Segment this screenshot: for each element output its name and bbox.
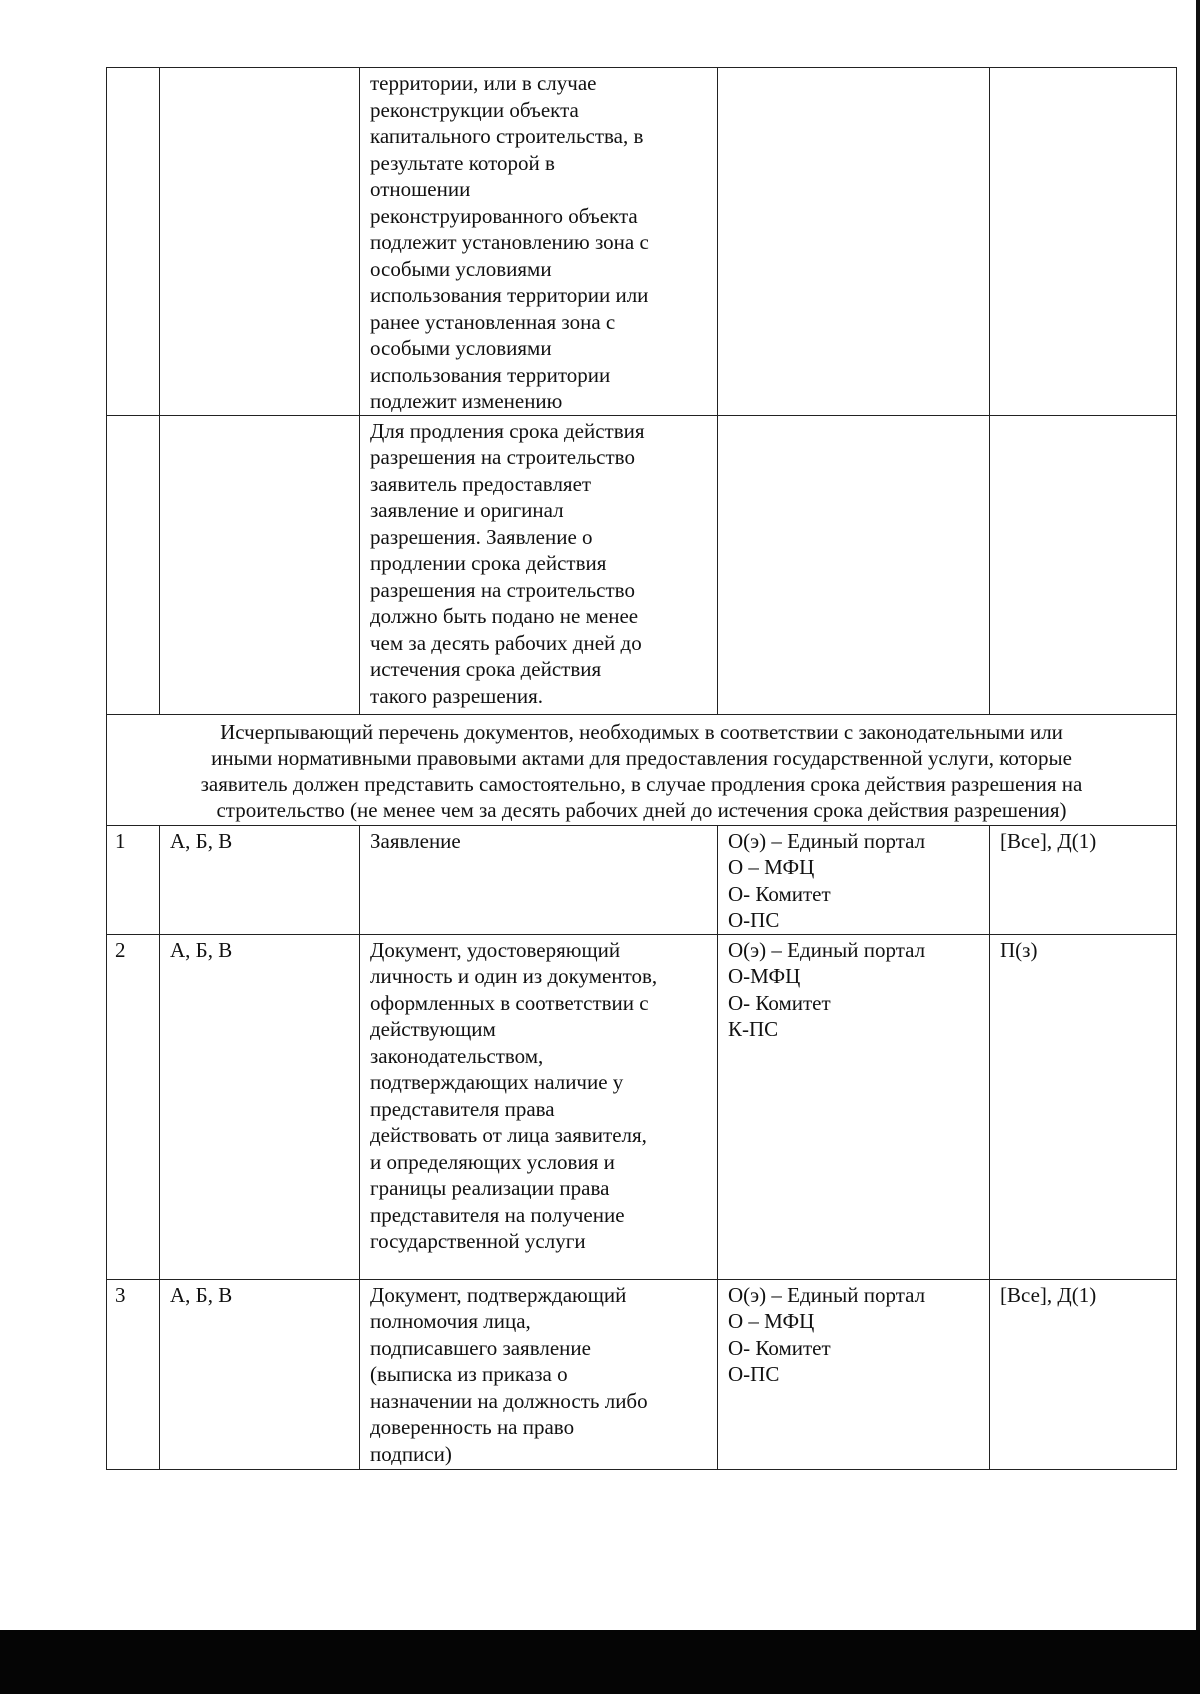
row-number-cell: 3 — [107, 1279, 160, 1469]
text-line: особыми условиями — [370, 256, 552, 281]
description-text — [370, 828, 707, 855]
description-cell — [360, 1279, 718, 1469]
text-line: О(э) – Единый портал — [728, 828, 926, 853]
text-line: О- Комитет — [728, 1335, 831, 1360]
text-line: О(э) – Единый портал — [728, 1282, 926, 1307]
text-line: особыми условиями — [370, 336, 552, 360]
applicants-cell: А, Б, В — [160, 1279, 360, 1469]
text-line: заявитель предоставляет — [370, 471, 592, 496]
text-line: О-МФЦ — [728, 964, 801, 988]
text-line: Документ, удостоверяющий — [370, 937, 621, 962]
table-row — [107, 68, 1177, 416]
text-line: разрешения на строительство — [370, 445, 635, 469]
text-line: Исчерпывающий перечень документов, необходимых в соответствии с законодательными или — [220, 719, 1063, 744]
applicants-cell: А, Б, В — [160, 934, 360, 1279]
description-cell — [360, 934, 718, 1279]
code-cell: [Все], Д(1) — [990, 1279, 1177, 1469]
table-row — [107, 825, 1177, 934]
text-line: реконструкции объекта — [370, 97, 579, 122]
text-line: О – МФЦ — [728, 1309, 815, 1333]
row-number-cell: 2 — [107, 934, 160, 1279]
submission-cell — [718, 1279, 990, 1469]
code-cell: [Все], Д(1) — [990, 825, 1177, 934]
description-text — [370, 937, 707, 1255]
applicants-cell: А, Б, В — [160, 825, 360, 934]
text-line: Для продления срока действия — [370, 418, 645, 443]
row-number-cell — [107, 68, 160, 416]
text-line: О- Комитет — [728, 881, 831, 906]
text-line: подписавшего заявление — [370, 1335, 591, 1360]
row-number-cell: 1 — [107, 825, 160, 934]
text-line: назначении на должность либо — [370, 1388, 648, 1413]
code-cell: П(з) — [990, 934, 1177, 1279]
text-line: подлежит установлению зона с — [370, 230, 649, 254]
text-line: результате которой в — [370, 150, 555, 175]
text-line: О-ПС — [728, 908, 780, 932]
description-cell — [360, 415, 718, 714]
text-line: границы реализации права — [370, 1176, 610, 1200]
submission-methods — [728, 937, 979, 1043]
text-line: использования территории или — [370, 283, 649, 307]
text-line: реконструированного объекта — [370, 203, 638, 228]
scan-right-edge — [1196, 0, 1200, 1630]
text-line: государственной услуги — [370, 1229, 586, 1253]
applicants-cell — [160, 415, 360, 714]
text-line: разрешения на строительство — [370, 577, 635, 602]
description-cell — [360, 825, 718, 934]
submission-methods — [728, 1282, 979, 1388]
table-row — [107, 934, 1177, 1279]
description-text — [370, 418, 707, 710]
code-cell — [990, 68, 1177, 416]
submission-cell — [718, 415, 990, 714]
submission-cell — [718, 68, 990, 416]
text-line: иными нормативными правовыми актами для предоставления государственной услуги, которые — [211, 745, 1072, 770]
text-line: разрешения. Заявление о — [370, 524, 593, 549]
text-line: О-ПС — [728, 1362, 780, 1386]
text-line: О- Комитет — [728, 990, 831, 1015]
text-line: представителя на получение — [370, 1202, 625, 1227]
text-line: строительство (не менее чем за десять рабочих дней до истечения срока действия разрешения) — [216, 797, 1067, 822]
submission-cell — [718, 825, 990, 934]
scan-bottom-border — [0, 1630, 1200, 1694]
text-line: подлежит изменению — [370, 389, 563, 413]
submission-methods — [728, 828, 979, 934]
section-heading — [107, 714, 1177, 825]
applicants-cell — [160, 68, 360, 416]
text-line: представителя права — [370, 1096, 555, 1121]
text-line: отношении — [370, 177, 471, 201]
text-line: заявление и оригинал — [370, 498, 564, 522]
text-line: чем за десять рабочих дней до — [370, 630, 642, 655]
text-line: Заявление — [370, 828, 461, 853]
text-line: подтверждающих наличие у — [370, 1070, 624, 1094]
text-line: использования территории — [370, 362, 611, 387]
text-line: (выписка из приказа о — [370, 1362, 568, 1386]
text-line: О(э) – Единый портал — [728, 937, 926, 962]
submission-cell — [718, 934, 990, 1279]
text-line: оформленных в соответствии с — [370, 990, 649, 1015]
text-line: К-ПС — [728, 1017, 779, 1041]
text-line: законодательством, — [370, 1043, 544, 1068]
text-line: истечения срока действия — [370, 657, 602, 681]
text-line: действовать от лица заявителя, — [370, 1123, 647, 1147]
text-line: должно быть подано не менее — [370, 604, 639, 628]
text-line: капитального строительства, в — [370, 124, 644, 148]
description-text — [370, 70, 707, 415]
text-line: доверенность на право — [370, 1415, 575, 1439]
text-line: полномочия лица, — [370, 1309, 531, 1333]
text-line: О – МФЦ — [728, 855, 815, 879]
text-line: территории, или в случае — [370, 71, 597, 95]
documents-table — [106, 67, 1177, 1470]
text-line: ранее установленная зона с — [370, 309, 616, 334]
description-text — [370, 1282, 707, 1468]
text-line: действующим — [370, 1017, 496, 1041]
table-row — [107, 1279, 1177, 1469]
text-line: личность и один из документов, — [370, 964, 658, 988]
text-line: такого разрешения. — [370, 683, 544, 708]
section-heading-text — [113, 719, 1170, 823]
section-heading-row — [107, 714, 1177, 825]
text-line: продлении срока действия — [370, 551, 607, 575]
description-cell — [360, 68, 718, 416]
row-number-cell — [107, 415, 160, 714]
text-line: и определяющих условия и — [370, 1149, 615, 1174]
code-cell — [990, 415, 1177, 714]
text-line: подписи) — [370, 1441, 452, 1466]
text-line: заявитель должен представить самостоятельно, в случае продления срока действия разрешения на — [200, 771, 1083, 796]
text-line: Документ, подтверждающий — [370, 1282, 627, 1307]
table-row — [107, 415, 1177, 714]
